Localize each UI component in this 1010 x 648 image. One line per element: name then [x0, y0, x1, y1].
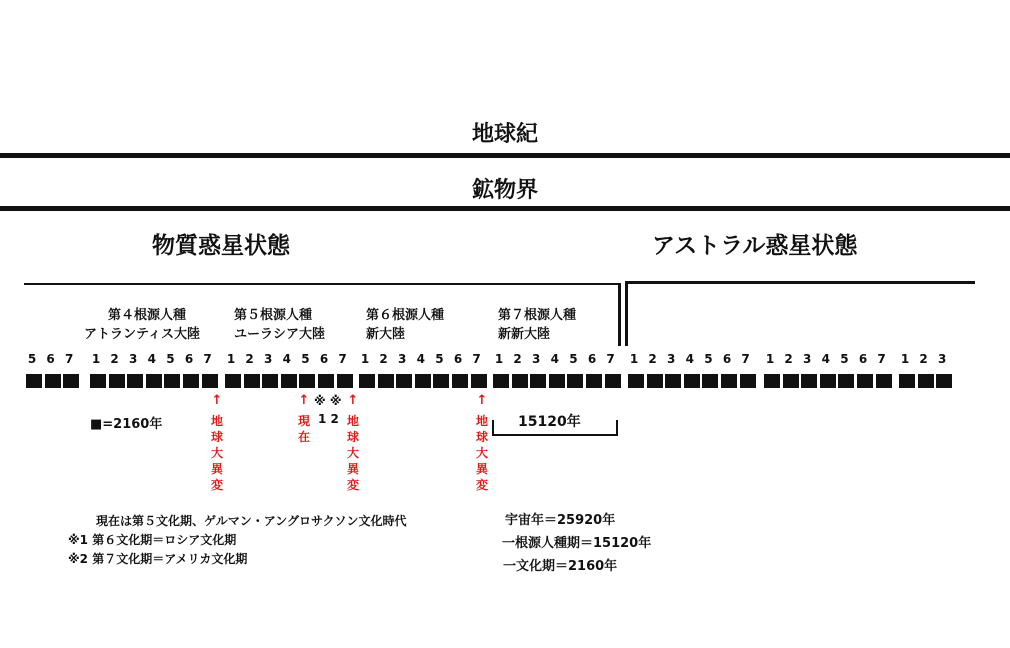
culture-period-number: 6 [453, 352, 463, 366]
culture-period-number: 1 [494, 352, 504, 366]
astral-state-title: アストラル惑星状態 [652, 233, 858, 259]
culture-period-number: 3 [129, 352, 138, 366]
culture-period-block [586, 374, 602, 388]
culture-period-number: 1 [629, 352, 639, 366]
culture-period-block [665, 374, 681, 388]
culture-period-block [936, 374, 952, 388]
culture-period-block [783, 374, 799, 388]
culture-period-number: 1 [900, 352, 910, 366]
root-race-7-label [498, 306, 576, 344]
cataclysm-char: 球 [475, 430, 488, 444]
culture-period-block [838, 374, 854, 388]
culture-period-block [740, 374, 756, 388]
culture-period-block [299, 374, 315, 388]
cataclysm-char: 地 [346, 414, 359, 428]
culture-period-block [337, 374, 353, 388]
root-race-4-label [84, 306, 200, 344]
cataclysm-char: 異 [475, 462, 488, 476]
culture-period-block [109, 374, 125, 388]
culture-period-block [530, 374, 546, 388]
culture-period-block [647, 374, 663, 388]
cataclysm-char: 変 [475, 478, 488, 492]
culture-period-block [512, 374, 528, 388]
physical-bracket-line [24, 283, 620, 285]
culture-period-block [415, 374, 431, 388]
culture-period-number: 5 [27, 352, 37, 366]
root-race-5-label [234, 306, 325, 344]
cataclysm-char: 異 [210, 462, 223, 476]
culture-period-number: 1 [91, 352, 101, 366]
culture-period-number: 4 [685, 352, 694, 366]
culture-period-number: 2 [513, 352, 522, 366]
earth-period-title: 地球紀 [471, 122, 538, 147]
divider-bottom [0, 206, 1010, 211]
astral-bracket-start [625, 281, 628, 346]
culture-period-numbers [0, 352, 1010, 368]
culture-period-number: 3 [667, 352, 676, 366]
present-label [296, 413, 312, 445]
culture-period-number: 5 [840, 352, 849, 366]
culture-period-block [918, 374, 934, 388]
culture-period-block [244, 374, 260, 388]
culture-period-number: 4 [550, 352, 559, 366]
block-unit-legend: ■=2160年 [90, 417, 163, 432]
cataclysm-char: 球 [210, 430, 223, 444]
culture-period-number: 3 [938, 352, 947, 366]
culture-period-block [493, 374, 509, 388]
culture-period-number: 5 [704, 352, 713, 366]
note-numbers: 1 2 [318, 412, 339, 426]
root-race-4-name: 第４根源人種 [108, 308, 187, 323]
culture-period-block [26, 374, 42, 388]
culture-period-number: 5 [301, 352, 310, 366]
root-race-4-continent: アトランティス大陸 [84, 327, 200, 342]
culture-period-block [164, 374, 180, 388]
span-bracket-right [616, 420, 618, 436]
culture-period-number: 4 [821, 352, 830, 366]
culture-period-block [359, 374, 375, 388]
culture-period-number: 7 [65, 352, 74, 366]
root-race-6-label [366, 306, 444, 344]
culture-period-block [378, 374, 394, 388]
culture-period-block [605, 374, 621, 388]
culture-period-block [820, 374, 836, 388]
culture-period-number: 2 [648, 352, 657, 366]
culture-period-block [702, 374, 718, 388]
culture-period-number: 6 [184, 352, 194, 366]
culture-period-block [63, 374, 79, 388]
culture-period-number: 6 [319, 352, 329, 366]
mineral-kingdom-title: 鉱物界 [471, 178, 538, 203]
culture-period-number: 3 [803, 352, 812, 366]
physical-bracket-end [618, 283, 621, 346]
culture-period-number: 7 [203, 352, 212, 366]
culture-period-number: 2 [919, 352, 928, 366]
cataclysm-char: 大 [475, 446, 488, 460]
def-culture-period: 一文化期＝2160年 [503, 559, 618, 574]
culture-period-number: 7 [472, 352, 481, 366]
culture-period-number: 2 [379, 352, 388, 366]
culture-period-block [801, 374, 817, 388]
culture-period-block [899, 374, 915, 388]
culture-period-block [452, 374, 468, 388]
culture-period-number: 7 [338, 352, 347, 366]
culture-period-block [225, 374, 241, 388]
culture-period-block [127, 374, 143, 388]
present-char: 現 [297, 414, 310, 428]
physical-state-title: 物質惑星状態 [152, 233, 290, 259]
culture-period-number: 3 [398, 352, 407, 366]
note-2: ※2 第７文化期＝アメリカ文化期 [68, 552, 248, 566]
culture-period-block [183, 374, 199, 388]
cataclysm-char: 地 [210, 414, 223, 428]
culture-period-block [396, 374, 412, 388]
culture-period-block [876, 374, 892, 388]
culture-period-block [202, 374, 218, 388]
cataclysm-label-2 [345, 413, 361, 493]
culture-period-number: 6 [46, 352, 55, 366]
cataclysm-char: 異 [346, 462, 359, 476]
culture-period-block [281, 374, 297, 388]
culture-period-number: 1 [765, 352, 775, 366]
root-race-5-name: 第５根源人種 [234, 308, 313, 323]
cataclysm-arrow-1: ↑ [211, 393, 223, 408]
root-race-5-continent: ユーラシア大陸 [234, 327, 326, 342]
culture-period-number: 5 [569, 352, 578, 366]
culture-period-block [567, 374, 583, 388]
culture-period-block [90, 374, 106, 388]
root-race-7-continent: 新新大陸 [498, 327, 551, 342]
culture-period-block [146, 374, 162, 388]
def-cosmic-year: 宇宙年＝25920年 [505, 513, 616, 528]
culture-period-block [471, 374, 487, 388]
culture-period-block [45, 374, 61, 388]
cataclysm-label-1 [209, 413, 225, 493]
culture-period-block [857, 374, 873, 388]
astral-bracket-line [625, 281, 975, 284]
culture-period-number: 4 [147, 352, 156, 366]
culture-period-number: 6 [858, 352, 868, 366]
root-race-6-continent: 新大陸 [366, 327, 406, 342]
note-1: ※1 第６文化期＝ロシア文化期 [68, 533, 237, 547]
culture-period-block [684, 374, 700, 388]
cataclysm-label-3 [474, 413, 490, 493]
cataclysm-char: 大 [210, 446, 223, 460]
culture-period-number: 5 [435, 352, 444, 366]
note-current: 現在は第５文化期、ゲルマン・アングロサクソン文化時代 [96, 514, 407, 528]
culture-period-block [764, 374, 780, 388]
culture-period-block [433, 374, 449, 388]
culture-period-number: 7 [606, 352, 615, 366]
culture-period-number: 4 [282, 352, 291, 366]
culture-period-number: 5 [166, 352, 175, 366]
span-bracket-left [492, 420, 494, 436]
culture-period-number: 3 [264, 352, 273, 366]
cataclysm-char: 球 [346, 430, 359, 444]
culture-period-number: 1 [360, 352, 370, 366]
culture-period-number: 6 [722, 352, 732, 366]
culture-period-block [628, 374, 644, 388]
culture-period-number: 7 [741, 352, 750, 366]
root-race-7-name: 第７根源人種 [498, 308, 577, 323]
root-race-6-name: 第６根源人種 [366, 308, 445, 323]
cataclysm-char: 大 [346, 446, 359, 460]
cataclysm-char: 変 [210, 478, 223, 492]
span-bracket-bottom [492, 434, 618, 436]
culture-period-number: 7 [877, 352, 886, 366]
culture-period-number: 2 [784, 352, 793, 366]
culture-period-number: 2 [245, 352, 254, 366]
culture-period-number: 2 [110, 352, 119, 366]
span-7th-label: 15120年 [518, 414, 581, 430]
present-char: 在 [297, 430, 310, 444]
culture-period-block [721, 374, 737, 388]
present-arrow: ↑ [298, 393, 310, 408]
cataclysm-char: 変 [346, 478, 359, 492]
culture-period-number: 1 [226, 352, 236, 366]
culture-period-block [318, 374, 334, 388]
culture-period-number: 4 [416, 352, 425, 366]
cataclysm-arrow-3: ↑ [476, 393, 488, 408]
culture-period-number: 6 [587, 352, 597, 366]
cataclysm-arrow-2: ↑ [347, 393, 359, 408]
note-marks: ※ ※ [314, 394, 342, 408]
def-root-race-period: 一根源人種期＝15120年 [502, 536, 652, 551]
culture-period-block [262, 374, 278, 388]
divider-top [0, 153, 1010, 158]
cataclysm-char: 地 [475, 414, 488, 428]
culture-period-block [549, 374, 565, 388]
culture-period-number: 3 [532, 352, 541, 366]
